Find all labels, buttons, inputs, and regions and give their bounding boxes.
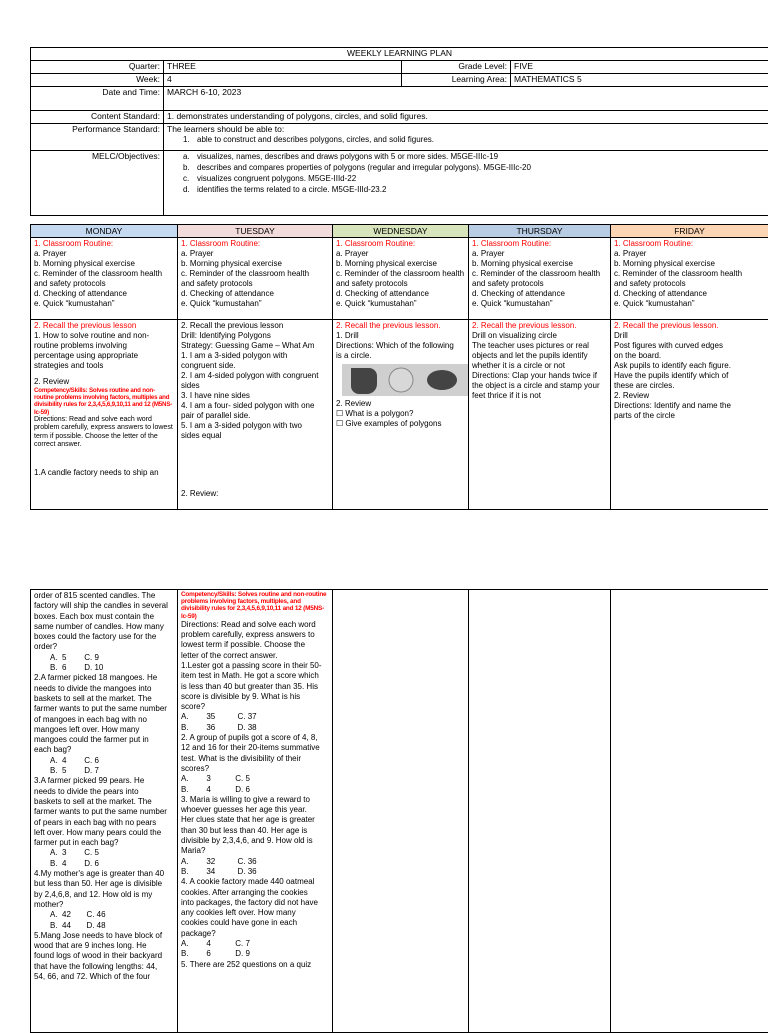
question-line: factory will ship the candles in several (34, 601, 174, 611)
question-line: A. 4 C. 7 (181, 939, 329, 949)
friday-header: FRIDAY (611, 225, 768, 238)
question-line: farmer put in each bag? (34, 838, 174, 848)
question-line: 4. A cookie factory made 440 oatmeal (181, 877, 329, 887)
routine-item: b. Morning physical exercise (34, 259, 174, 269)
question-line: than 30 but less than 40. Her age is (181, 826, 329, 836)
question-line: A. 5 C. 9 (34, 653, 174, 663)
circle-outline-icon (386, 365, 416, 395)
question-line: each bag? (34, 745, 174, 755)
question-line: that have the following lengths: 44, (34, 962, 174, 972)
question-line: letter of the correct answer. (181, 651, 329, 661)
week-value: 4 (164, 74, 402, 87)
wednesday-line: is a circle. (336, 351, 465, 361)
tuesday-routine (178, 238, 333, 320)
routine-item: d. Checking of attendance (34, 289, 174, 299)
tuesday-header: TUESDAY (178, 225, 333, 238)
tuesday-line: 3. I have nine sides (181, 391, 329, 401)
monday-recall-line: routine problems involving (34, 341, 174, 351)
tuesday-line: 2. I am 4-sided polygon with congruent (181, 371, 329, 381)
question-line: into packages, the factory did not have (181, 898, 329, 908)
friday-line: parts of the circle (614, 411, 765, 421)
page2-wednesday (333, 590, 469, 1033)
monday-recall-title: 2. Recall the previous lesson (34, 321, 174, 331)
question-line: 3.A farmer picked 99 pears. He (34, 776, 174, 786)
quarter-label: Quarter: (31, 61, 164, 74)
question-line: mangoes could the farmer put in (34, 735, 174, 745)
page2-thursday (469, 590, 611, 1033)
routine-title: 1. Classroom Routine: (614, 239, 765, 249)
question-line: needs to divide the mangoes into (34, 684, 174, 694)
question-line: scores? (181, 764, 329, 774)
performance-item: 1. able to construct and describes polygons, circles, and solid figures. (167, 134, 765, 145)
question-line: test. What is the divisibility of their (181, 754, 329, 764)
question-line: whoever guesses her age this year. (181, 805, 329, 815)
melc-label: MELC/Objectives: (31, 151, 164, 216)
question-line: any cookies left over. How many (181, 908, 329, 918)
thursday-line: feet thrice if it is not (472, 391, 607, 401)
question-line: A. 4 C. 6 (34, 756, 174, 766)
friday-recall-title: 2. Recall the previous lesson. (614, 321, 765, 331)
friday-line: Have the pupils identify which of (614, 371, 765, 381)
question-line: of mangoes in each bag with no (34, 715, 174, 725)
tuesday-competency: Competency/Skills: Solves routine and non-routine problems involving factors, multiples, and divisibility rules for 2,3,4,5,6,9,10,11 and 12 (M5NS-Ic-59) (181, 591, 329, 620)
question-line: cookies could have gone in each (181, 918, 329, 928)
grade-value: FIVE (511, 61, 768, 74)
question-line: B. 44 D. 48 (34, 921, 174, 931)
friday-line: Directions: Identify and name the (614, 401, 765, 411)
routine-item: d. Checking of attendance (336, 289, 465, 299)
question-line: needs to divide the pears into (34, 787, 174, 797)
circle-drill-image (342, 364, 469, 396)
wednesday-review-item: ☐ Give examples of polygons (336, 419, 465, 429)
tuesday-line: pair of parallel side. (181, 411, 329, 421)
tuesday-line: 2. Recall the previous lesson (181, 321, 329, 331)
performance-intro: The learners should be able to: (167, 124, 765, 134)
monday-recall-line: strategies and tools (34, 361, 174, 371)
question-line: mother? (34, 900, 174, 910)
question-line: order of 815 scented candles. The (34, 591, 174, 601)
question-line: package? (181, 929, 329, 939)
monday-review: 2. Review (34, 377, 174, 387)
friday-line: Drill (614, 331, 765, 341)
area-value: MATHEMATICS 5 (511, 74, 768, 87)
area-label: Learning Area: (402, 74, 511, 87)
oval-shape-icon (424, 365, 460, 395)
routine-item: d. Checking of attendance (614, 289, 765, 299)
performance-standard-value (164, 124, 768, 151)
wednesday-line: 1. Drill (336, 331, 465, 341)
routine-item: a. Prayer (614, 249, 765, 259)
content-standard-value: 1. demonstrates understanding of polygons, circles, and solid figures. (164, 111, 768, 124)
monday-question-start: 1.A candle factory needs to ship an (34, 468, 174, 478)
question-line: Maria? (181, 846, 329, 856)
thursday-line: Drill on visualizing circle (472, 331, 607, 341)
question-line: lowest term if possible. Choose the (181, 640, 329, 650)
question-line: by 2,4,6,8, and 12. How old is my (34, 890, 174, 900)
melc-value (164, 151, 768, 216)
routine-item: c. Reminder of the classroom health (34, 269, 174, 279)
thursday-line: Directions: Clap your hands twice if (472, 371, 607, 381)
question-line: problem carefully, express answers to (181, 630, 329, 640)
friday-routine (611, 238, 768, 320)
question-line: found logs of wood in their backyard (34, 951, 174, 961)
routine-item: d. Checking of attendance (472, 289, 607, 299)
question-line: boxes. Each box must contain the (34, 612, 174, 622)
routine-item: c. Reminder of the classroom health (614, 269, 765, 279)
question-line: 54, 66, and 72. Which of the four (34, 972, 174, 982)
friday-line: Post figures with curved edges (614, 341, 765, 351)
question-line: B. 6 D. 9 (181, 949, 329, 959)
wednesday-recall-title: 2. Recall the previous lesson. (336, 321, 465, 331)
wednesday-review: 2. Review (336, 399, 465, 409)
performance-standard-label: Performance Standard: (31, 124, 164, 151)
wednesday-line: Directions: Which of the following (336, 341, 465, 351)
tuesday-review: 2. Review: (181, 489, 329, 499)
routine-item: and safety protocols (472, 279, 607, 289)
routine-item: a. Prayer (181, 249, 329, 259)
date-label: Date and Time: (31, 87, 164, 111)
friday-recall (611, 320, 768, 510)
melc-item: c. visualizes congruent polygons. M5GE-IIId-22 (167, 173, 765, 184)
routine-item: e. Quick “kumustahan” (34, 299, 174, 309)
quarter-value: THREE (164, 61, 402, 74)
wednesday-recall (333, 320, 469, 510)
question-line: B. 4 D. 6 (34, 859, 174, 869)
question-line: B. 6 D. 10 (34, 663, 174, 673)
routine-item: a. Prayer (336, 249, 465, 259)
wednesday-routine (333, 238, 469, 320)
question-line: order? (34, 642, 174, 652)
question-line: item test in Math. He got a score which (181, 671, 329, 681)
question-line: left over. How many pears could the (34, 828, 174, 838)
question-line: Directions: Read and solve each word (181, 620, 329, 630)
routine-item: and safety protocols (336, 279, 465, 289)
tuesday-line: 5. I am a 3-sided polygon with two (181, 421, 329, 431)
question-line: baskets to sell at the market. The (34, 797, 174, 807)
tuesday-line: congruent side. (181, 361, 329, 371)
page2-table (30, 589, 768, 1033)
tuesday-line: Drill: Identifying Polygons (181, 331, 329, 341)
tuesday-line: sides (181, 381, 329, 391)
thursday-routine (469, 238, 611, 320)
routine-item: and safety protocols (34, 279, 174, 289)
question-line: B. 4 D. 6 (181, 785, 329, 795)
thursday-line: objects and let the pupils identify (472, 351, 607, 361)
routine-item: and safety protocols (614, 279, 765, 289)
days-table (30, 224, 768, 510)
routine-title: 1. Classroom Routine: (472, 239, 607, 249)
question-line: A. 3 C. 5 (181, 774, 329, 784)
tuesday-line: sides equal (181, 431, 329, 441)
routine-item: and safety protocols (181, 279, 329, 289)
performance-list (167, 134, 765, 145)
thursday-line: the object is a circle and stamp your (472, 381, 607, 391)
monday-recall-line: percentage using appropriate (34, 351, 174, 361)
question-line: baskets to sell at the market. The (34, 694, 174, 704)
routine-item: c. Reminder of the classroom health (336, 269, 465, 279)
question-line: 5. There are 252 questions on a quiz (181, 960, 329, 970)
question-line: 4.My mother's age is greater than 40 (34, 869, 174, 879)
question-line: farmer wants to put the same number (34, 704, 174, 714)
tuesday-line: 1. I am a 3-sided polygon with (181, 351, 329, 361)
thursday-header: THURSDAY (469, 225, 611, 238)
date-value: MARCH 6-10, 2023 (164, 87, 768, 111)
thursday-recall-title: 2. Recall the previous lesson. (472, 321, 607, 331)
friday-line: on the board. (614, 351, 765, 361)
page2-friday (611, 590, 768, 1033)
question-line: wood that are 9 inches long. He (34, 941, 174, 951)
question-line: 3. Maria is willing to give a reward to (181, 795, 329, 805)
routine-title: 1. Classroom Routine: (181, 239, 329, 249)
melc-item: b. describes and compares properties of polygons (regular and irregular polygons). M5GE-IIIc-20 (167, 162, 765, 173)
friday-line: these are circles. (614, 381, 765, 391)
melc-item: a. visualizes, names, describes and draws polygons with 5 or more sides. M5GE-IIIc-19 (167, 151, 765, 162)
question-line: A. 42 C. 46 (34, 910, 174, 920)
header-table (30, 47, 768, 216)
routine-item: c. Reminder of the classroom health (472, 269, 607, 279)
question-line: A. 35 C. 37 (181, 712, 329, 722)
question-line: B. 34 D. 36 (181, 867, 329, 877)
question-line: 2.A farmer picked 18 mangoes. He (34, 673, 174, 683)
thursday-recall (469, 320, 611, 510)
wednesday-header: WEDNESDAY (333, 225, 469, 238)
question-line: B. 36 D. 38 (181, 723, 329, 733)
routine-item: a. Prayer (34, 249, 174, 259)
page2-monday (31, 590, 178, 1033)
melc-list (167, 151, 765, 195)
grade-label: Grade Level: (402, 61, 511, 74)
routine-item: e. Quick “kumustahan” (336, 299, 465, 309)
question-line: 12 and 16 for their 20-items summative (181, 743, 329, 753)
routine-item: b. Morning physical exercise (336, 259, 465, 269)
routine-item: a. Prayer (472, 249, 607, 259)
routine-item: e. Quick “kumustahan” (181, 299, 329, 309)
routine-title: 1. Classroom Routine: (34, 239, 174, 249)
question-line: cookies. After arranging the cookies (181, 888, 329, 898)
monday-directions: Directions: Read and solve each word problem carefully, express answers to lowest term if possible. Choose the letter of the correct answer. (34, 416, 174, 450)
tuesday-line: 4. I am a four- sided polygon with one (181, 401, 329, 411)
monday-header: MONDAY (31, 225, 178, 238)
thursday-line: whether it is a circle or not (472, 361, 607, 371)
routine-item: c. Reminder of the classroom health (181, 269, 329, 279)
question-line: 2. A group of pupils got a score of 4, 8, (181, 733, 329, 743)
question-line: of pears in each bag with no pears (34, 818, 174, 828)
question-line: 5.Mang Jose needs to have block of (34, 931, 174, 941)
question-line: B. 5 D. 7 (34, 766, 174, 776)
question-line: same number of candles. How many (34, 622, 174, 632)
routine-item: b. Morning physical exercise (614, 259, 765, 269)
routine-item: e. Quick “kumustahan” (614, 299, 765, 309)
question-line: score? (181, 702, 329, 712)
routine-item: e. Quick “kumustahan” (472, 299, 607, 309)
question-line: divisible by 2,3,4,6, and 9. How old is (181, 836, 329, 846)
question-line: score is divisible by 9. What is his (181, 692, 329, 702)
question-line: boxes could the factory use for the (34, 632, 174, 642)
thursday-line: The teacher uses pictures or real (472, 341, 607, 351)
routine-title: 1. Classroom Routine: (336, 239, 465, 249)
page2-tuesday (178, 590, 333, 1033)
friday-line: Ask pupils to identify each figure. (614, 361, 765, 371)
question-line: A. 32 C. 36 (181, 857, 329, 867)
routine-item: d. Checking of attendance (181, 289, 329, 299)
question-line: A. 3 C. 5 (34, 848, 174, 858)
monday-recall (31, 320, 178, 510)
monday-recall-line: 1. How to solve routine and non- (34, 331, 174, 341)
routine-item: b. Morning physical exercise (181, 259, 329, 269)
monday-routine (31, 238, 178, 320)
question-line: 1.Lester got a passing score in their 50- (181, 661, 329, 671)
rounded-square-shape-icon (348, 365, 378, 395)
question-line: farmer wants to put the same number (34, 807, 174, 817)
question-line: is less than 40 but greater than 35. His (181, 682, 329, 692)
tuesday-line: Strategy: Guessing Game – What Am (181, 341, 329, 351)
content-standard-label: Content Standard: (31, 111, 164, 124)
question-line: mangoes left over. How many (34, 725, 174, 735)
monday-competency: Competency/Skills: Solves routine and non-routine problems involving factors, multiples and divisibility rules for 2,3,4,5,6,9,10,11 and 12 (M5NS-Ic-59) (34, 387, 174, 416)
plan-title: WEEKLY LEARNING PLAN (31, 48, 768, 61)
routine-item: b. Morning physical exercise (472, 259, 607, 269)
tuesday-recall (178, 320, 333, 510)
friday-line: 2. Review (614, 391, 765, 401)
question-line: Her clues state that her age is greater (181, 815, 329, 825)
melc-item: d. identifies the terms related to a circle. M5GE-IIId-23.2 (167, 184, 765, 195)
week-label: Week: (31, 74, 164, 87)
question-line: but less than 50. Her age is divisible (34, 879, 174, 889)
wednesday-review-item: ☐ What is a polygon? (336, 409, 465, 419)
